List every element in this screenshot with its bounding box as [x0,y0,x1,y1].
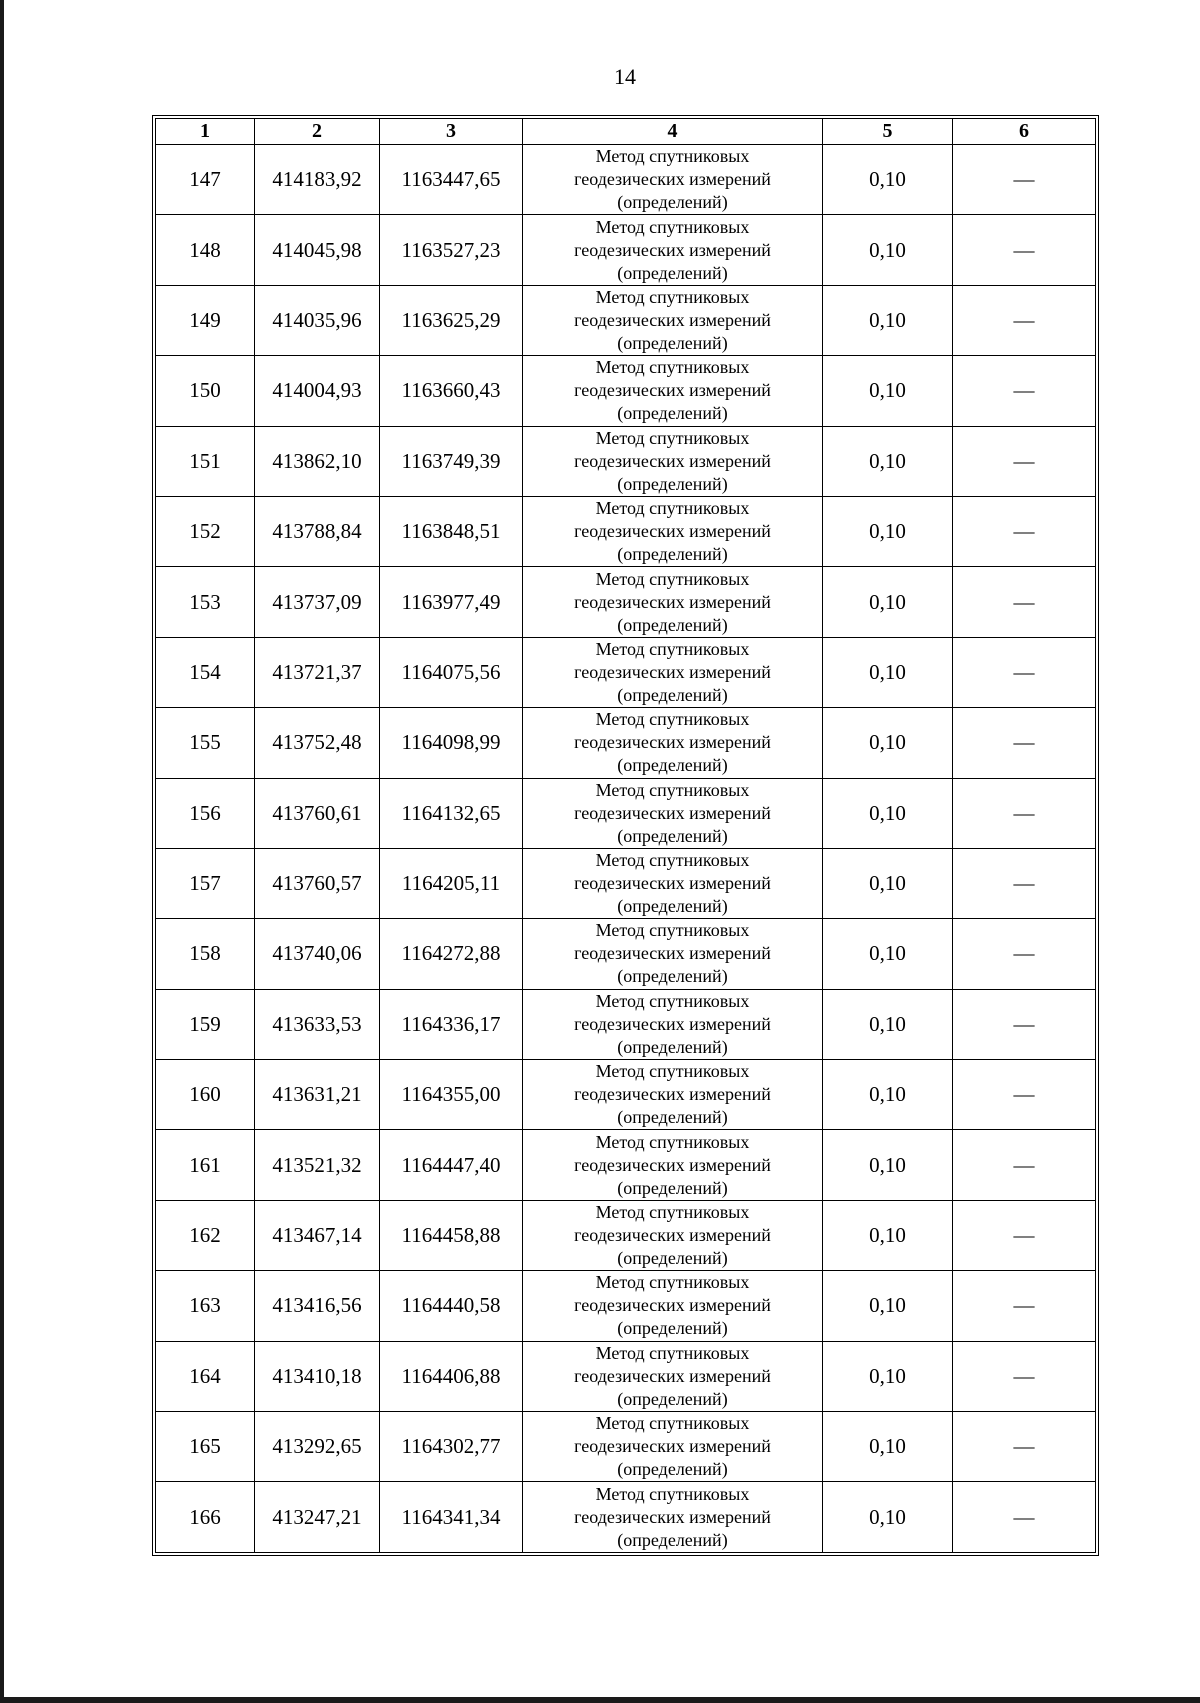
header-col-6: 6 [953,119,1096,145]
accuracy-value: 0,10 [823,1130,953,1200]
note-dash: — [953,1482,1096,1552]
table-row [156,708,1096,778]
point-number: 148 [156,215,255,285]
method-line: (определений) [617,544,728,565]
note-dash: — [953,1200,1096,1270]
note-dash: — [953,145,1096,215]
method-description [523,637,823,707]
method-line: (определений) [617,192,728,213]
table-row [156,215,1096,285]
coordinate-x: 413862,10 [255,426,380,496]
method-line: Метод спутниковых [595,498,750,519]
method-line: геодезических измерений [574,591,771,612]
header-col-1: 1 [156,119,255,145]
method-description [523,496,823,566]
point-number: 147 [156,145,255,215]
note-dash: — [953,215,1096,285]
table-row [156,145,1096,215]
method-line: (определений) [617,614,728,635]
method-description [523,848,823,918]
method-line: геодезических измерений [574,239,771,260]
table-body [156,145,1096,1553]
coordinate-y: 1163625,29 [380,285,523,355]
coordinate-x: 413760,61 [255,778,380,848]
table-row [156,1130,1096,1200]
coordinate-y: 1164440,58 [380,1271,523,1341]
point-number: 150 [156,356,255,426]
method-description [523,989,823,1059]
method-line: (определений) [617,1459,728,1480]
method-line: геодезических измерений [574,1506,771,1527]
table-row [156,1341,1096,1411]
note-dash: — [953,1060,1096,1130]
method-line: Метод спутниковых [595,850,750,871]
method-line: Метод спутниковых [595,1272,750,1293]
point-number: 159 [156,989,255,1059]
coordinate-x: 413410,18 [255,1341,380,1411]
accuracy-value: 0,10 [823,1412,953,1482]
method-line: (определений) [617,332,728,353]
method-line: геодезических измерений [574,309,771,330]
note-dash: — [953,285,1096,355]
accuracy-value: 0,10 [823,285,953,355]
table-row [156,496,1096,566]
note-dash: — [953,637,1096,707]
coordinate-y: 1164075,56 [380,637,523,707]
method-line: (определений) [617,1248,728,1269]
point-number: 156 [156,778,255,848]
coordinate-x: 414004,93 [255,356,380,426]
coordinate-x: 413631,21 [255,1060,380,1130]
coordinate-y: 1164205,11 [380,848,523,918]
coordinate-y: 1164447,40 [380,1130,523,1200]
accuracy-value: 0,10 [823,1482,953,1552]
method-line: геодезических измерений [574,1154,771,1175]
coordinate-y: 1163447,65 [380,145,523,215]
table-row [156,426,1096,496]
note-dash: — [953,1271,1096,1341]
page-number: 14 [614,64,636,89]
method-description [523,778,823,848]
method-line: (определений) [617,473,728,494]
accuracy-value: 0,10 [823,708,953,778]
method-line: Метод спутниковых [595,427,750,448]
point-number: 162 [156,1200,255,1270]
method-line: геодезических измерений [574,1084,771,1105]
coordinate-x: 413467,14 [255,1200,380,1270]
header-col-5: 5 [823,119,953,145]
note-dash: — [953,989,1096,1059]
method-line: геодезических измерений [574,450,771,471]
coordinate-y: 1164341,34 [380,1482,523,1552]
method-line: Метод спутниковых [595,1061,750,1082]
coordinate-y: 1163660,43 [380,356,523,426]
coordinate-y: 1164406,88 [380,1341,523,1411]
header-col-4: 4 [523,119,823,145]
method-line: геодезических измерений [574,1436,771,1457]
point-number: 152 [156,496,255,566]
method-description [523,919,823,989]
method-line: (определений) [617,262,728,283]
method-line: геодезических измерений [574,1295,771,1316]
accuracy-value: 0,10 [823,778,953,848]
method-line: Метод спутниковых [595,1342,750,1363]
accuracy-value: 0,10 [823,848,953,918]
accuracy-value: 0,10 [823,426,953,496]
accuracy-value: 0,10 [823,1271,953,1341]
point-number: 163 [156,1271,255,1341]
method-line: геодезических измерений [574,732,771,753]
accuracy-value: 0,10 [823,1341,953,1411]
point-number: 155 [156,708,255,778]
point-number: 161 [156,1130,255,1200]
coordinate-y: 1164458,88 [380,1200,523,1270]
coordinate-x: 413521,32 [255,1130,380,1200]
method-description [523,356,823,426]
method-line: (определений) [617,825,728,846]
coordinate-x: 413737,09 [255,567,380,637]
coordinate-y: 1164302,77 [380,1412,523,1482]
note-dash: — [953,567,1096,637]
method-description [523,215,823,285]
coordinate-x: 413721,37 [255,637,380,707]
coordinate-y: 1164336,17 [380,989,523,1059]
coordinate-y: 1163527,23 [380,215,523,285]
method-line: Метод спутниковых [595,1483,750,1504]
method-line: Метод спутниковых [595,779,750,800]
method-line: геодезических измерений [574,943,771,964]
coordinate-y: 1163848,51 [380,496,523,566]
coordinate-x: 414045,98 [255,215,380,285]
method-line: (определений) [617,1036,728,1057]
note-dash: — [953,1341,1096,1411]
note-dash: — [953,496,1096,566]
coordinate-x: 413752,48 [255,708,380,778]
method-line: (определений) [617,1388,728,1409]
table-row [156,1271,1096,1341]
accuracy-value: 0,10 [823,919,953,989]
point-number: 164 [156,1341,255,1411]
coordinate-x: 413760,57 [255,848,380,918]
coordinate-x: 413740,06 [255,919,380,989]
table-row [156,637,1096,707]
accuracy-value: 0,10 [823,496,953,566]
method-line: геодезических измерений [574,1365,771,1386]
note-dash: — [953,919,1096,989]
table-header-row [156,119,1096,145]
accuracy-value: 0,10 [823,567,953,637]
method-line: геодезических измерений [574,1013,771,1034]
header-col-2: 2 [255,119,380,145]
table-row [156,285,1096,355]
point-number: 151 [156,426,255,496]
method-line: Метод спутниковых [595,1131,750,1152]
method-description [523,1200,823,1270]
note-dash: — [953,1412,1096,1482]
point-number: 160 [156,1060,255,1130]
coordinate-x: 413292,65 [255,1412,380,1482]
point-number: 158 [156,919,255,989]
point-number: 153 [156,567,255,637]
method-line: Метод спутниковых [595,1202,750,1223]
table-row [156,848,1096,918]
method-line: (определений) [617,684,728,705]
note-dash: — [953,708,1096,778]
coordinate-y: 1164132,65 [380,778,523,848]
method-line: Метод спутниковых [595,357,750,378]
table-row [156,1200,1096,1270]
point-number: 157 [156,848,255,918]
coordinate-x: 413788,84 [255,496,380,566]
method-line: геодезических измерений [574,1225,771,1246]
accuracy-value: 0,10 [823,1200,953,1270]
method-description [523,1482,823,1552]
method-description [523,1412,823,1482]
method-line: геодезических измерений [574,802,771,823]
method-line: (определений) [617,896,728,917]
method-line: (определений) [617,966,728,987]
method-description [523,1130,823,1200]
method-line: геодезических измерений [574,380,771,401]
accuracy-value: 0,10 [823,637,953,707]
method-line: (определений) [617,1318,728,1339]
method-line: (определений) [617,755,728,776]
coordinate-x: 414183,92 [255,145,380,215]
note-dash: — [953,426,1096,496]
method-line: Метод спутниковых [595,568,750,589]
note-dash: — [953,356,1096,426]
method-line: геодезических измерений [574,873,771,894]
coordinate-x: 413633,53 [255,989,380,1059]
method-description [523,1060,823,1130]
point-number: 166 [156,1482,255,1552]
method-line: Метод спутниковых [595,216,750,237]
accuracy-value: 0,10 [823,356,953,426]
table-row [156,1412,1096,1482]
method-line: Метод спутниковых [595,146,750,167]
method-description [523,285,823,355]
table-row [156,567,1096,637]
table-row [156,1482,1096,1552]
table-row [156,919,1096,989]
table-row [156,1060,1096,1130]
coordinate-y: 1163977,49 [380,567,523,637]
method-line: Метод спутниковых [595,920,750,941]
header-col-3: 3 [380,119,523,145]
method-line: геодезических измерений [574,661,771,682]
method-description [523,567,823,637]
accuracy-value: 0,10 [823,215,953,285]
note-dash: — [953,778,1096,848]
method-line: Метод спутниковых [595,638,750,659]
method-description [523,1341,823,1411]
method-line: Метод спутниковых [595,709,750,730]
scan-edge-left [0,0,4,1703]
accuracy-value: 0,10 [823,145,953,215]
note-dash: — [953,848,1096,918]
method-line: (определений) [617,403,728,424]
point-number: 149 [156,285,255,355]
coordinate-y: 1163749,39 [380,426,523,496]
table-row [156,989,1096,1059]
note-dash: — [953,1130,1096,1200]
method-description [523,708,823,778]
point-number: 154 [156,637,255,707]
method-line: Метод спутниковых [595,990,750,1011]
coordinate-x: 413247,21 [255,1482,380,1552]
coordinate-y: 1164272,88 [380,919,523,989]
method-line: Метод спутниковых [595,286,750,307]
coordinate-x: 414035,96 [255,285,380,355]
table-row [156,778,1096,848]
scan-edge-bottom [0,1697,1200,1703]
point-number: 165 [156,1412,255,1482]
method-line: (определений) [617,1107,728,1128]
table-row [156,356,1096,426]
coordinate-y: 1164098,99 [380,708,523,778]
method-line: (определений) [617,1529,728,1550]
accuracy-value: 0,10 [823,1060,953,1130]
method-line: (определений) [617,1177,728,1198]
accuracy-value: 0,10 [823,989,953,1059]
method-line: геодезических измерений [574,521,771,542]
method-line: Метод спутниковых [595,1413,750,1434]
coordinate-x: 413416,56 [255,1271,380,1341]
method-description [523,1271,823,1341]
method-description [523,426,823,496]
method-line: геодезических измерений [574,169,771,190]
coordinate-y: 1164355,00 [380,1060,523,1130]
coordinates-table [155,118,1096,1553]
method-description [523,145,823,215]
